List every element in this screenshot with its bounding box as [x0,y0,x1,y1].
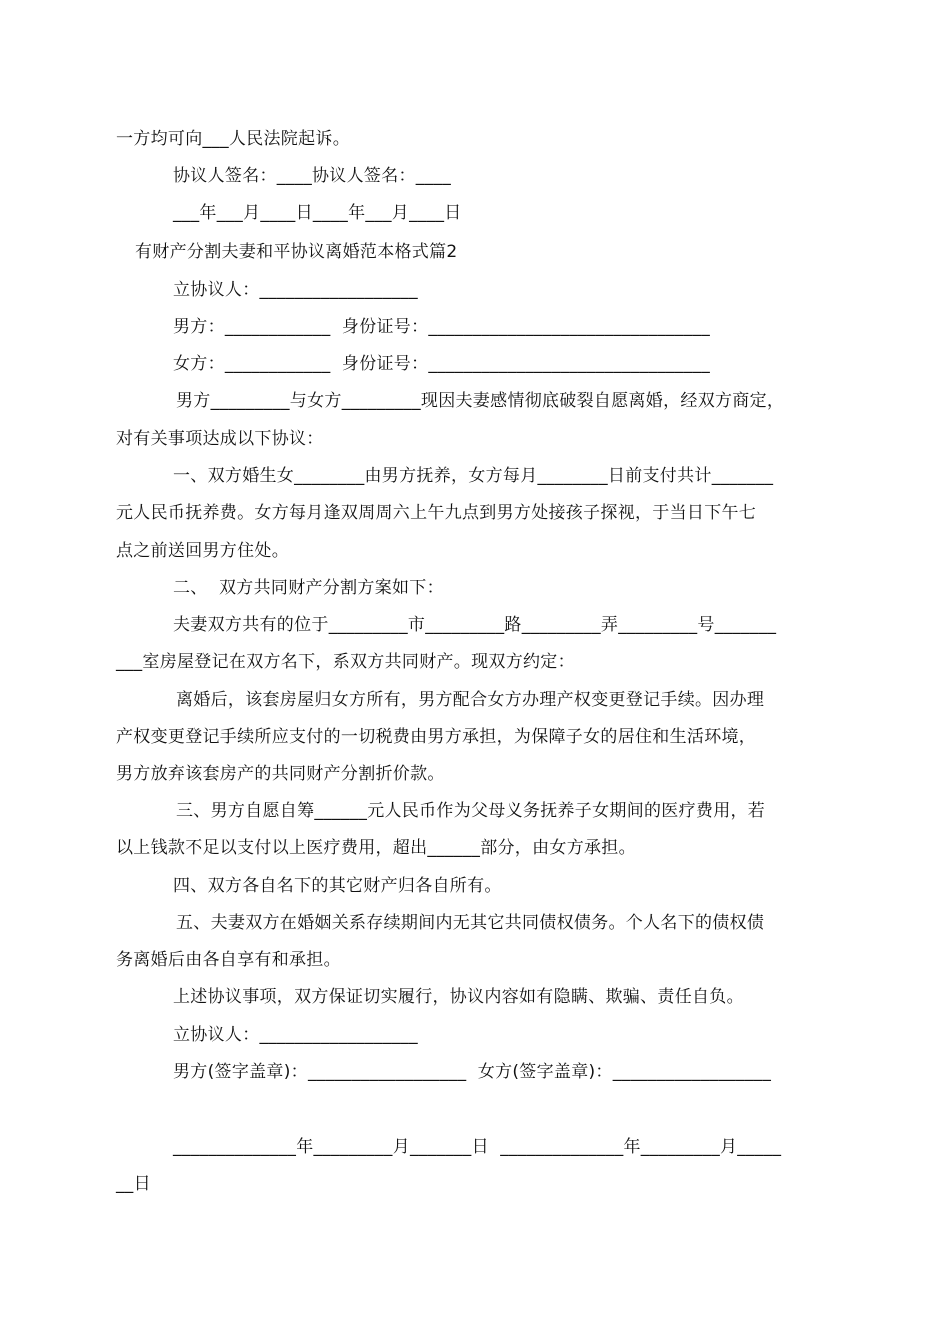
section-title: 有财产分割夫妻和平协议离婚范本格式篇2 [135,242,458,262]
text-line: 一方均可向___人民法院起诉。 [116,129,350,149]
paragraph-line: 离婚后，该套房屋归女方所有，男方配合女方办理产权变更登记手续。因办理 [176,690,765,710]
paragraph-line: 上述协议事项，双方保证切实履行，协议内容如有隐瞒、欺骗、责任自负。 [173,987,744,1007]
date-line: __日 [116,1174,151,1194]
date-line: ___年___月____日____年___月____日 [173,203,462,223]
paragraph-line: 夫妻双方共有的位于_________市_________路_________弄_________号_______ [173,615,777,635]
paragraph-line: 男方放弃该套房产的共同财产分割折价款。 [116,764,445,784]
paragraph-line: 男方_________与女方_________现因夫妻感情彻底破裂自愿离婚，经双方商定， [176,391,785,411]
paragraph-line: 四、双方各自名下的其它财产归各自所有。 [173,876,502,896]
paragraph-line: 务离婚后由各自享有和承担。 [116,950,341,970]
paragraph-line: 一、双方婚生女________由男方抚养，女方每月________日前支付共计_______ [173,466,774,486]
paragraph-line: 三、男方自愿自筹______元人民币作为父母义务抚养子女期间的医疗费用，若 [176,801,766,821]
paragraph-line: 元人民币抚养费。女方每月逢双周周六上午九点到男方处接孩子探视，于当日下午七 [116,503,757,523]
signature-line: 男方(签字盖章)：__________________ 女方(签字盖章)：__________________ [173,1062,772,1082]
paragraph-line: 产权变更登记手续所应支付的一切税费由男方承担，为保障子女的居住和生活环境， [116,727,757,747]
paragraph-line: 点之前送回男方住处。 [116,541,289,561]
text-line: 女方：____________ 身份证号：________________________________ [173,354,711,374]
paragraph-line: 对有关事项达成以下协议： [116,429,324,449]
paragraph-line: 以上钱款不足以支付以上医疗费用，超出______部分，由女方承担。 [116,838,636,858]
paragraph-line: ___室房屋登记在双方名下，系双方共同财产。现双方约定： [116,652,575,672]
text-line: 男方：____________ 身份证号：________________________________ [173,317,711,337]
paragraph-line: 五、夫妻双方在婚姻关系存续期间内无其它共同债权债务。个人名下的债权债 [176,913,765,933]
text-line: 立协议人：__________________ [173,1025,418,1045]
text-line: 立协议人：__________________ [173,280,418,300]
signature-line: 协议人签名：____协议人签名：____ [173,166,451,186]
date-line: ______________年_________月_______日 ______________年_________月_____ [173,1137,782,1157]
paragraph-line: 二、 双方共同财产分割方案如下： [173,578,444,598]
